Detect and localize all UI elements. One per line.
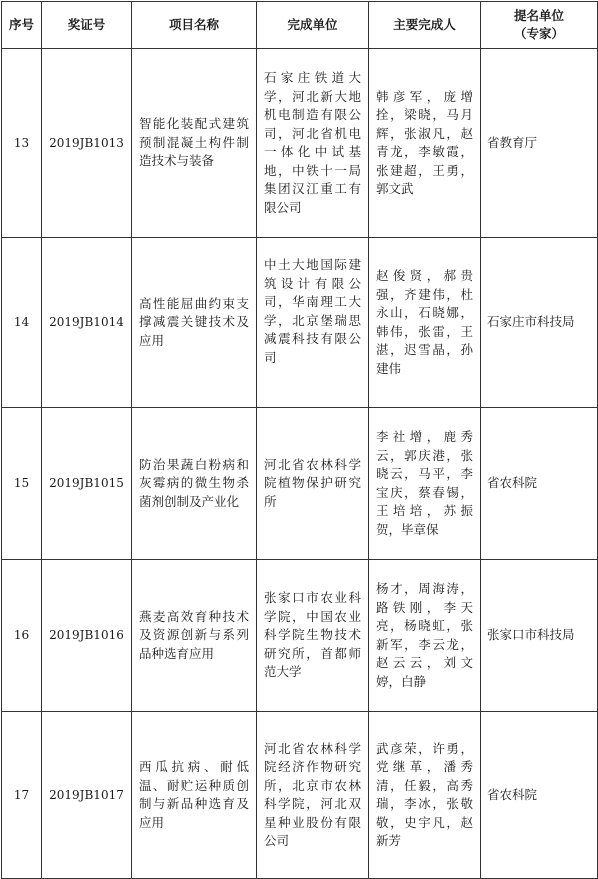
cell-project: 燕麦高效育种技术及资源创新与系列品种选育应用 [132, 560, 257, 712]
header-project: 项目名称 [132, 2, 257, 49]
cell-people: 李社增，鹿秀云，郭庆港，张晓云，马平，李宝庆，蔡春锡，王培培，苏振贺，毕章保 [369, 408, 481, 560]
header-row [2, 2, 598, 49]
cell-cert: 2019JB1013 [42, 49, 132, 238]
table-row [2, 49, 598, 238]
cell-people: 武彦荣，许勇，党继革，潘秀清，任毅，高秀瑞，李冰，张敬敬，史宇凡，赵新芳 [369, 712, 481, 879]
header-cert: 奖证号 [42, 2, 132, 49]
table-header [2, 2, 598, 49]
table-row [2, 408, 598, 560]
cell-people: 赵俊贤，郝贵强，齐建伟，杜永山，石晓娜，韩伟，张雷，王湛，迟雪晶，孙建伟 [369, 238, 481, 408]
cell-people: 杨才，周海涛，路铁刚，李天亮，杨晓虹，张新军，李云龙，赵云云，刘文婷，白静 [369, 560, 481, 712]
table-row [2, 712, 598, 879]
cell-unit: 石家庄铁道大学，河北新大地机电制造有限公司，河北省机电一体化中试基地，中铁十一局集团汉江重工有限公司 [257, 49, 369, 238]
header-people: 主要完成人 [369, 2, 481, 49]
header-nominator [481, 2, 598, 49]
cell-seq: 15 [2, 408, 42, 560]
cell-cert: 2019JB1016 [42, 560, 132, 712]
cell-project: 高性能屈曲约束支撑减震关键技术及应用 [132, 238, 257, 408]
header-unit: 完成单位 [257, 2, 369, 49]
cell-seq: 14 [2, 238, 42, 408]
table-row [2, 238, 598, 408]
cell-nominator: 省农科院 [481, 712, 598, 879]
award-table-page [1, 1, 597, 879]
table-row [2, 560, 598, 712]
header-nominator-line1: 提名单位 [513, 7, 564, 23]
cell-nominator: 张家口市科技局 [481, 560, 598, 712]
cell-people: 韩彦军，庞增拴，梁晓，马月辉，张淑凡，赵青龙，李敏霞，张建超，王勇，郭文武 [369, 49, 481, 238]
table-body [2, 49, 598, 879]
cell-project: 西瓜抗病、耐低温、耐贮运种质创制与新品种选育及应用 [132, 712, 257, 879]
cell-seq: 16 [2, 560, 42, 712]
cell-nominator: 省农科院 [481, 408, 598, 560]
cell-unit: 河北省农林科学院植物保护研究所 [257, 408, 369, 560]
cell-project: 防治果蔬白粉病和灰霉病的微生物杀菌剂创制及产业化 [132, 408, 257, 560]
cell-cert: 2019JB1017 [42, 712, 132, 879]
cell-seq: 17 [2, 712, 42, 879]
cell-seq: 13 [2, 49, 42, 238]
cell-project: 智能化装配式建筑预制混凝土构件制造技术与装备 [132, 49, 257, 238]
award-table [1, 1, 598, 879]
cell-cert: 2019JB1015 [42, 408, 132, 560]
cell-unit: 张家口市农业科学院，中国农业科学院生物技术研究所，首都师范大学 [257, 560, 369, 712]
cell-nominator: 省教育厅 [481, 49, 598, 238]
header-seq: 序号 [2, 2, 42, 49]
cell-unit: 中土大地国际建筑设计有限公司，华南理工大学，北京堡瑞思减震科技有限公司 [257, 238, 369, 408]
header-nominator-line2: （专家） [513, 26, 564, 41]
cell-nominator: 石家庄市科技局 [481, 238, 598, 408]
cell-cert: 2019JB1014 [42, 238, 132, 408]
cell-unit: 河北省农林科学院经济作物研究所，北京市农林科学院，河北双星种业股份有限公司 [257, 712, 369, 879]
